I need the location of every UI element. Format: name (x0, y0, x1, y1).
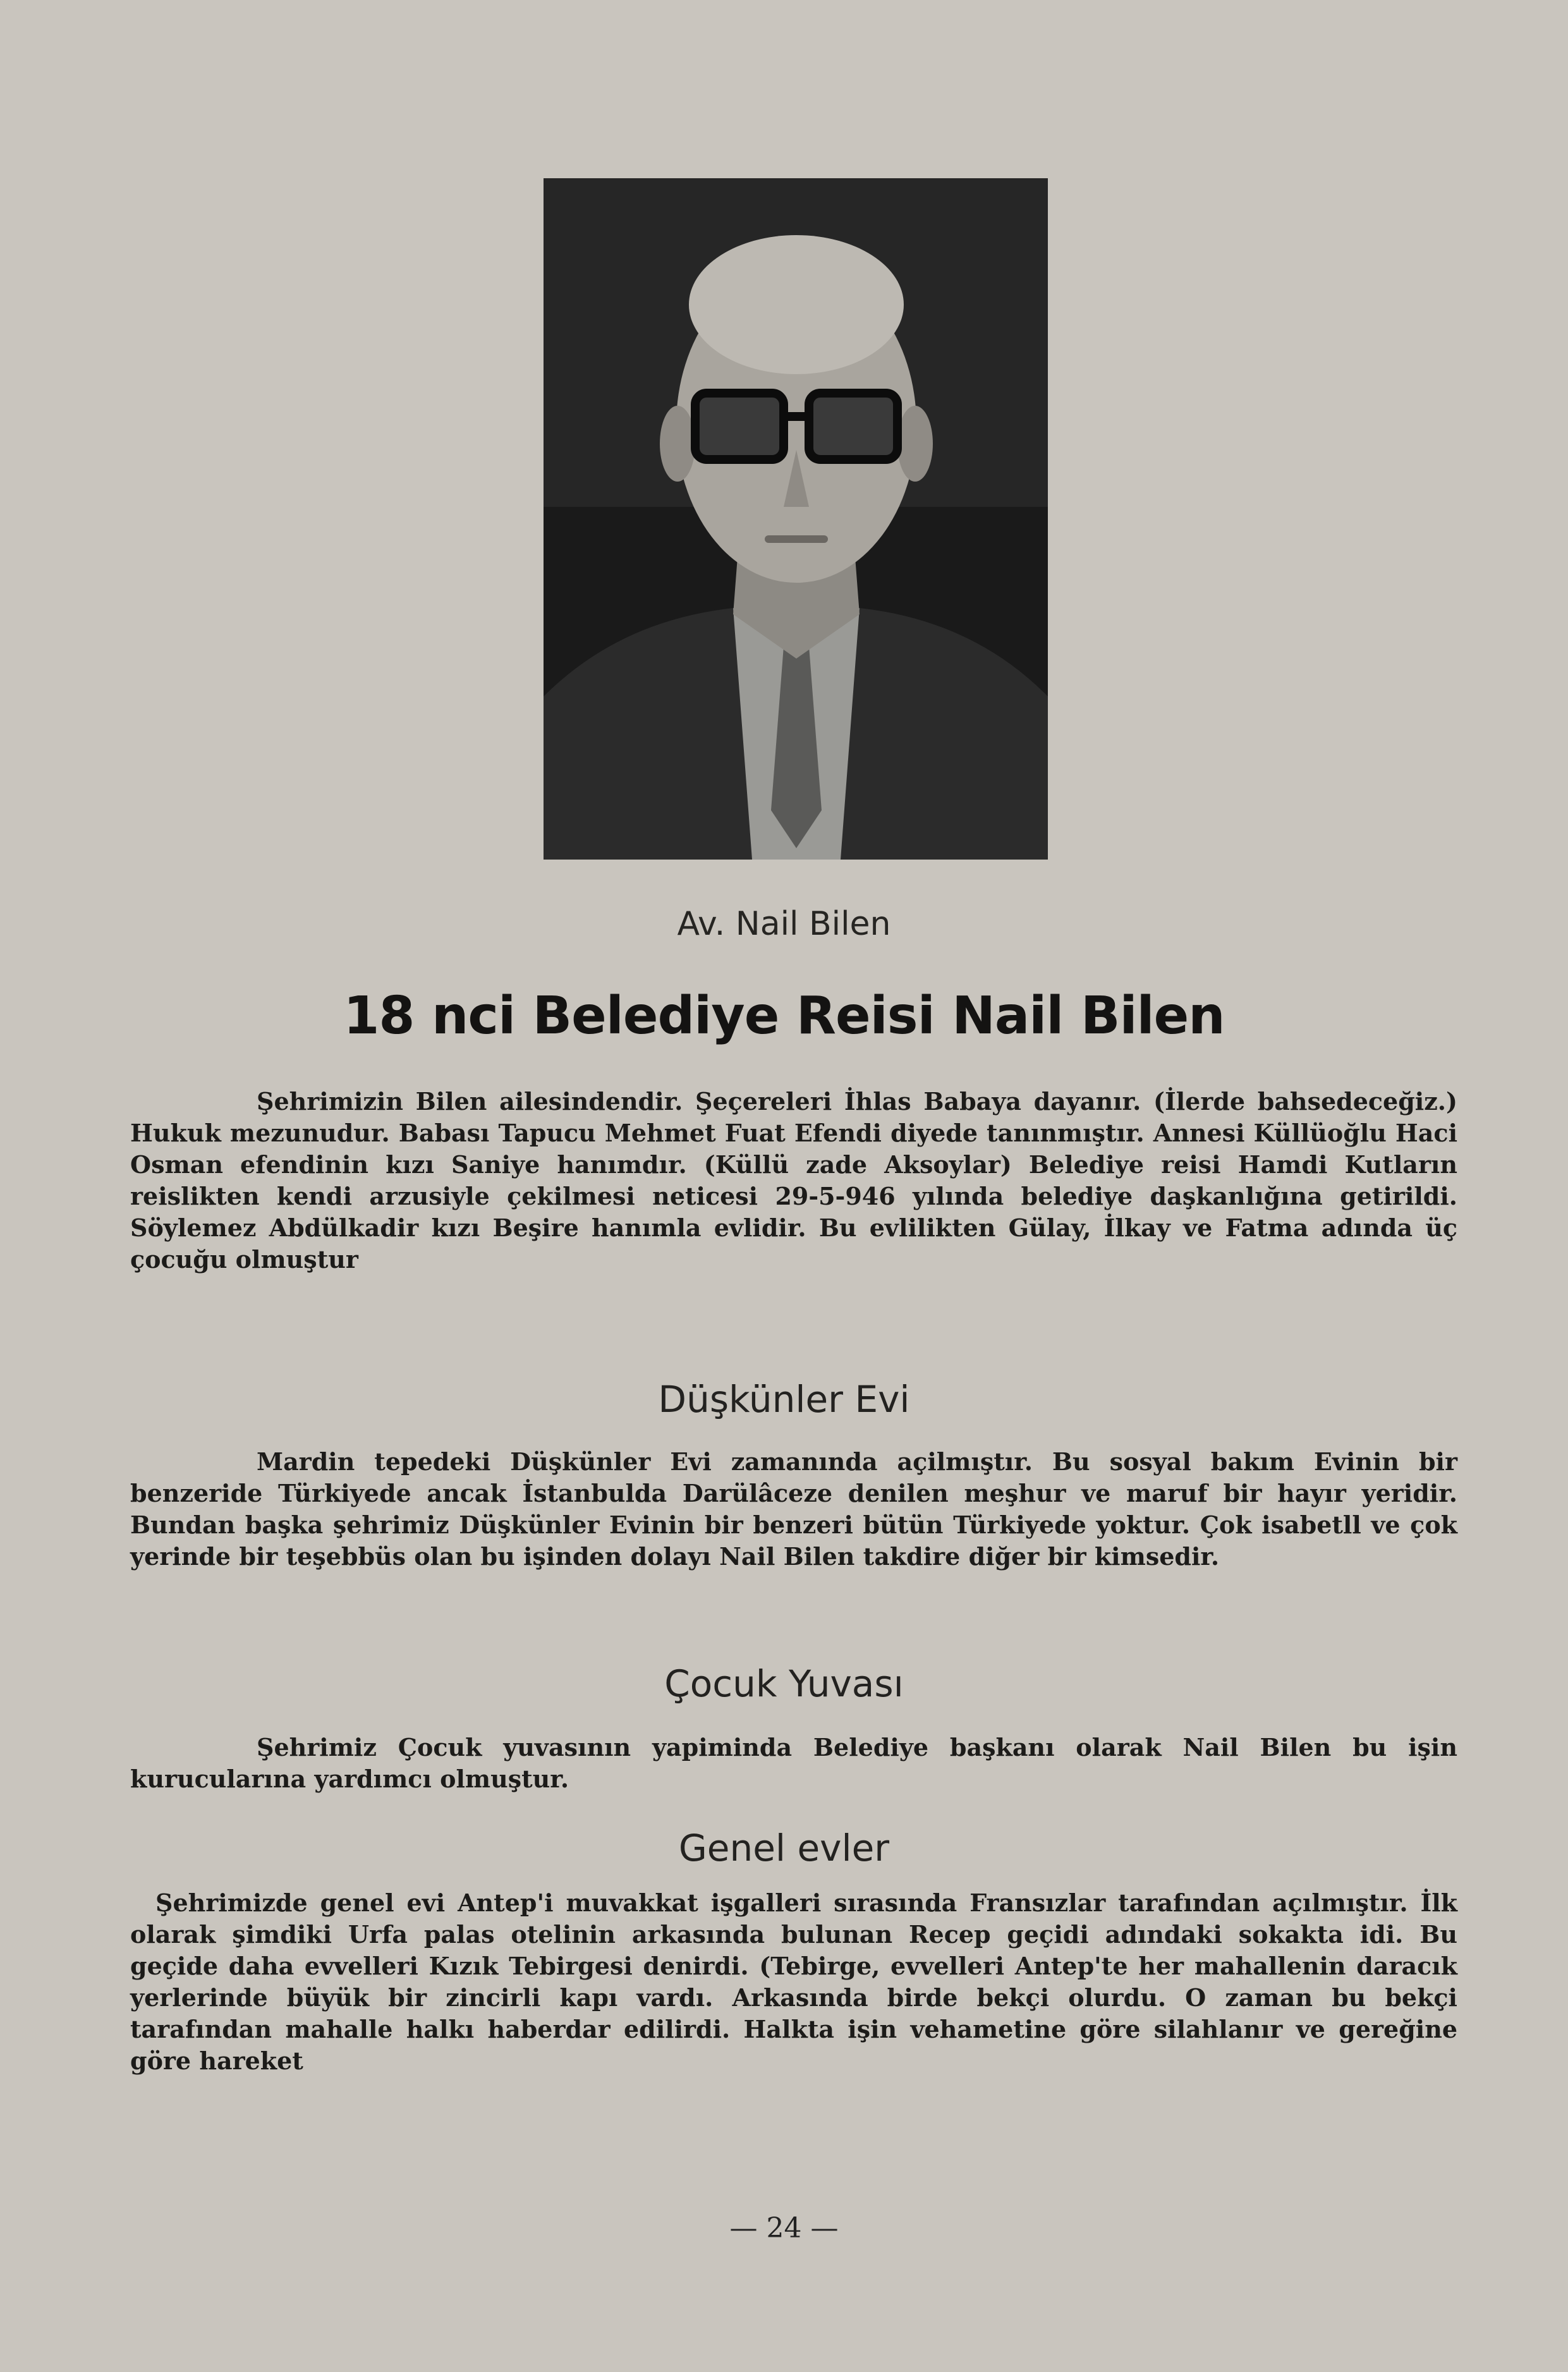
page-number: — 24 — (729, 2212, 839, 2244)
section-heading-genel-evler: Genel evler (678, 1827, 890, 1870)
section-heading-duskunler-evi: Düşkünler Evi (658, 1378, 910, 1421)
duskunler-evi-paragraph: Mardin tepedeki Düşkünler Evi zamanında açilmıştır. Bu sosyal bakım Evinin bir benzeride Türkiyede ancak İstanbulda Darülâceze denilen meşhur ve maruf bir hayır yeridir. Bundan başka şehrimiz Düşkünler Evinin bir benzeri bütün Türkiyede yoktur. Çok isabetll ve çok yerinde bir teşebbüs olan bu işinden dolayı Nail Bilen takdire diğer bir kimsedir. (130, 1447, 1457, 1571)
genel-evler-paragraph: Şehrimizde genel evi Antep'i muvakkat işgalleri sırasında Fransızlar tarafından açılmıştır. İlk olarak şimdiki Urfa palas otelinin arkasında bulunan Recep geçidi adındaki sokakta idi. Bu geçide daha evvelleri Kızık Tebirgesi denirdi. (Tebirge, evvelleri Antep'te her mahallenin daracık yerlerinde büyük bir zincirli kapı vardı. Arkasında birde bekçi olurdu. O zaman bu bekçi tarafından mahalle halkı haberdar edilirdi. Halkta işin vehametine göre silahlanır ve gereğine göre hareket (130, 1888, 1457, 2075)
portrait-photo (544, 178, 1048, 860)
section-heading-cocuk-yuvasi: Çocuk Yuvası (664, 1662, 904, 1705)
biography-paragraph: Şehrimizin Bilen ailesindendir. Şeçereleri İhlas Babaya dayanır. (İlerde bahsedeceğiz.) Hukuk mezunudur. Babası Tapucu Mehmet Fuat Efendi diyede tanınmıştır. Annesi Küllüoğlu Haci Osman efendinin kızı Saniye hanımdır. (Küllü zade Aksoylar) Belediye reisi Hamdi Kutların reislikten kendi arzusiyle çekilmesi neticesi 29-5-946 yılında belediye daşkanlığına getirildi. Söylemez Abdülkadir kızı Beşire hanımla evlidir. Bu evlilikten Gülay, İlkay ve Fatma adında üç çocuğu olmuştur (130, 1087, 1457, 1274)
portrait-photo-icon (544, 178, 1048, 860)
cocuk-yuvasi-paragraph: Şehrimiz Çocuk yuvasının yapiminda Belediye başkanı olarak Nail Bilen bu işin kurucularına yardımcı olmuştur. (130, 1733, 1457, 1793)
photo-caption: Av. Nail Bilen (677, 905, 891, 943)
page-title: 18 nci Belediye Reisi Nail Bilen (343, 986, 1225, 1046)
